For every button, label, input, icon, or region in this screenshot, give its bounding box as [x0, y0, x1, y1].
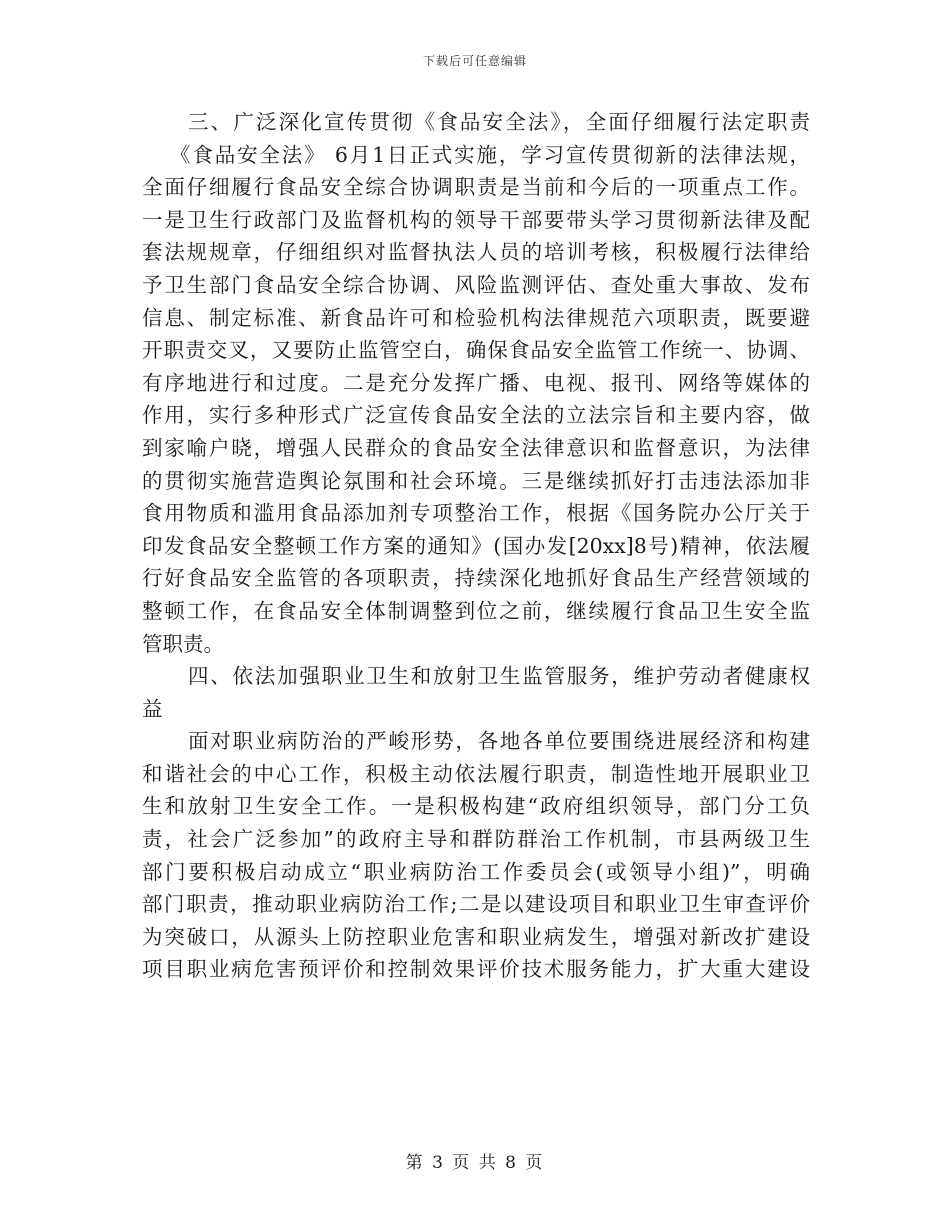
paragraph-line: 有序地进行和过度。二是充分发挥广播、电视、报刊、网络等媒体的 [142, 370, 810, 395]
paragraph-line: 管职责。 [142, 631, 224, 656]
header-note: 下载后可任意编辑 [422, 54, 527, 68]
document-body [142, 106, 810, 986]
paragraph-line: 《食品安全法》 6月1日正式实施，学习宣传贯彻新的法律法规， [170, 142, 810, 167]
paragraph-line: 的贯彻实施营造舆论氛围和社会环境。三是继续抓好打击违法添加非 [142, 468, 810, 493]
paragraph-line: 信息、制定标准、新食品许可和检验机构法律规范六项职责，既要避 [142, 305, 810, 330]
paragraph-line: 套法规规章，仔细组织对监督执法人员的培训考核，积极履行法律给 [142, 240, 810, 265]
section-heading-3: 三、广泛深化宣传贯彻《食品安全法》，全面仔细履行法定职责 [188, 110, 810, 134]
paragraph-line: 作用，实行多种形式广泛宣传食品安全法的立法宗旨和主要内容，做 [142, 403, 810, 428]
paragraph-line: 项目职业病危害预评价和控制效果评价技术服务能力，扩大重大建设 [142, 957, 810, 982]
paragraph-line: 予卫生部门食品安全综合协调、风险监测评估、查处重大事故、发布 [142, 272, 810, 297]
section-heading-4-continued: 益 [142, 696, 163, 721]
paragraph-line: 印发食品安全整顿工作方案的通知》(国办发[20xx]8号)精神，依法履 [142, 533, 810, 558]
paragraph-line: 面对职业病防治的严峻形势，各地各单位要围绕进展经济和构建 [188, 729, 810, 754]
paragraph-line: 部门职责，推动职业病防治工作;二是以建设项目和职业卫生审查评价 [142, 892, 810, 917]
paragraph-line: 和谐社会的中心工作，积极主动依法履行职责，制造性地开展职业卫 [142, 761, 810, 786]
paragraph-line: 一是卫生行政部门及监督机构的领导干部要带头学习贯彻新法律及配 [142, 207, 810, 232]
paragraph-line: 部门要积极启动成立“职业病防治工作委员会(或领导小组)”，明确 [142, 859, 810, 884]
section-heading-4: 四、依法加强职业卫生和放射卫生监管服务，维护劳动者健康权 [188, 664, 810, 689]
paragraph-line: 整顿工作，在食品安全体制调整到位之前，继续履行食品卫生安全监 [142, 598, 810, 623]
paragraph-line: 到家喻户晓，增强人民群众的食品安全法律意识和监督意识，为法律 [142, 435, 810, 460]
paragraph-line: 责，社会广泛参加”的政府主导和群防群治工作机制，市县两级卫生 [142, 827, 810, 852]
paragraph-line: 生和放射卫生安全工作。一是积极构建“政府组织领导，部门分工负 [142, 794, 810, 819]
paragraph-line: 行好食品安全监管的各项职责，持续深化地抓好食品生产经营领域的 [142, 566, 810, 591]
paragraph-line: 为突破口，从源头上防控职业危害和职业病发生，增强对新改扩建设 [142, 924, 810, 949]
paragraph-line: 全面仔细履行食品安全综合协调职责是当前和今后的一项重点工作。 [142, 175, 810, 200]
paragraph-line: 食用物质和滥用食品添加剂专项整治工作，根据《国务院办公厅关于 [142, 501, 810, 526]
paragraph-line: 开职责交叉，又要防止监管空白，确保食品安全监管工作统一、协调、 [142, 338, 810, 363]
page-number: 第 3 页 共 8 页 [405, 1153, 545, 1173]
